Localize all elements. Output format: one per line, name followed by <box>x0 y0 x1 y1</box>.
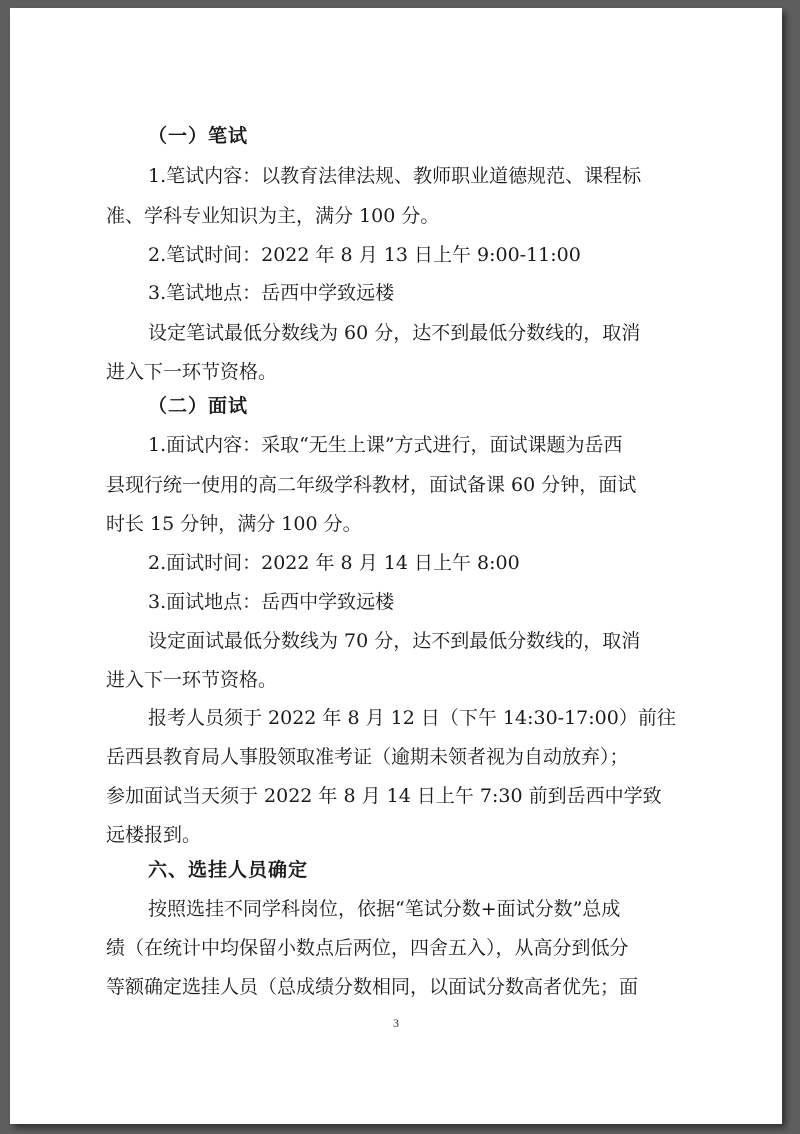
text-line: 报考人员须于 2022 年 8 月 12 日（下午 14:30-17:00）前往 <box>148 707 676 729</box>
text-line: 2.笔试时间：2022 年 8 月 13 日上午 9:00-11:00 <box>148 244 581 266</box>
document-page <box>10 8 782 1124</box>
text-line: 按照选挂不同学科岗位，依据“笔试分数+面试分数”总成 <box>148 898 621 920</box>
text-line: 参加面试当天须于 2022 年 8 月 14 日上午 7:30 前到岳西中学致 <box>106 785 662 807</box>
heading-written-exam: （一）笔试 <box>148 125 249 147</box>
text-line: 进入下一环节资格。 <box>106 669 278 691</box>
heading-interview: （二）面试 <box>148 395 249 417</box>
text-line: 1.笔试内容：以教育法律法规、教师职业道德规范、课程标 <box>148 165 642 187</box>
text-line: 等额确定选挂人员（总成绩分数相同，以面试分数高者优先；面 <box>106 976 639 998</box>
page-content <box>10 8 782 1124</box>
text-line: 准、学科专业知识为主，满分 100 分。 <box>106 205 440 227</box>
text-line: 设定笔试最低分数线为 60 分，达不到最低分数线的，取消 <box>148 322 641 344</box>
text-line: 1.面试内容：采取“无生上课”方式进行，面试课题为岳西 <box>148 434 623 456</box>
page-number: 3 <box>393 1016 399 1030</box>
text-line: 时长 15 分钟，满分 100 分。 <box>106 513 362 535</box>
text-line: 岳西县教育局人事股领取准考证（逾期未领者视为自动放弃）； <box>106 746 629 768</box>
text-line: 县现行统一使用的高二年级学科教材，面试备课 60 分钟，面试 <box>106 474 637 496</box>
text-line: 绩（在统计中均保留小数点后两位，四舍五入），从高分到低分 <box>106 937 629 959</box>
text-line: 远楼报到。 <box>106 824 202 846</box>
text-line: 3.笔试地点：岳西中学致远楼 <box>148 282 395 304</box>
text-line: 设定面试最低分数线为 70 分，达不到最低分数线的，取消 <box>148 630 641 652</box>
heading-section-six: 六、选挂人员确定 <box>148 859 309 881</box>
text-line: 3.面试地点：岳西中学致远楼 <box>148 591 395 613</box>
text-line: 2.面试时间：2022 年 8 月 14 日上午 8:00 <box>148 552 520 574</box>
text-line: 进入下一环节资格。 <box>106 361 278 383</box>
